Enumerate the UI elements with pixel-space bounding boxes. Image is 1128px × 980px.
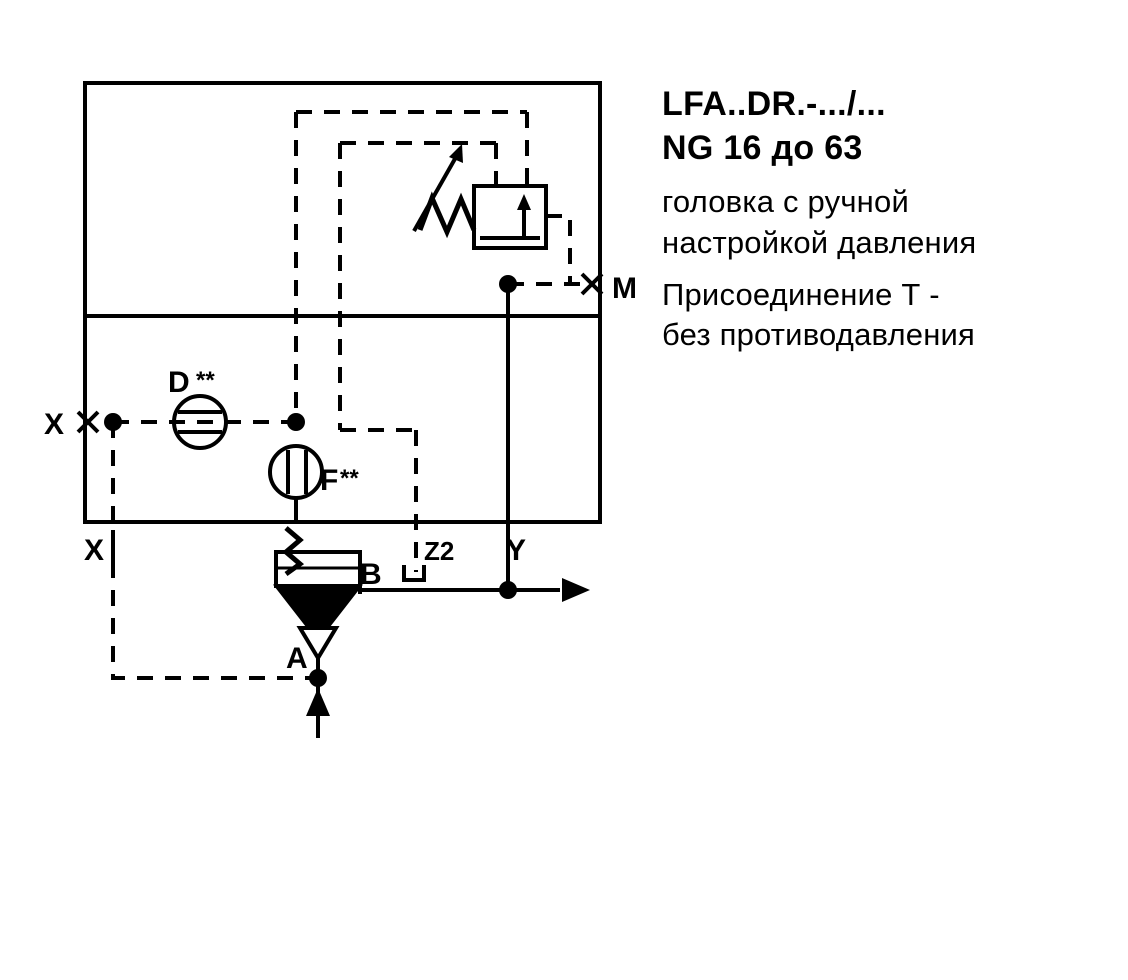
pilot-valve-arrow-head bbox=[517, 194, 531, 210]
m-port-dashed-branch bbox=[546, 216, 570, 284]
label-f: F bbox=[320, 464, 339, 497]
junction-dot-y bbox=[499, 581, 517, 599]
z2-plug-symbol bbox=[404, 565, 424, 580]
caption-desc-line-3: Присоединение Т - bbox=[662, 276, 940, 312]
label-d-stars: ** bbox=[196, 367, 215, 394]
flow-arrow-right-head bbox=[562, 578, 590, 602]
flow-arrow-up-head bbox=[306, 688, 330, 716]
caption-spacer-1 bbox=[662, 170, 1112, 182]
label-z2: Z2 bbox=[424, 536, 455, 566]
caption-size-line: NG 16 до 63 bbox=[662, 129, 863, 168]
label-d: D bbox=[168, 366, 190, 399]
label-x-bottom: X bbox=[84, 534, 105, 567]
label-y: Y bbox=[506, 534, 527, 567]
caption-model-line: LFA..DR.-.../... bbox=[662, 85, 886, 123]
junction-dot-x-right bbox=[287, 413, 305, 431]
orifice-f-circle bbox=[270, 446, 322, 498]
label-f-stars: ** bbox=[340, 465, 359, 492]
caption-desc-line-2: настройкой давления bbox=[662, 224, 977, 260]
caption-spacer-2 bbox=[662, 263, 1112, 275]
caption-desc-line-4: без противодавления bbox=[662, 317, 976, 353]
label-m: M bbox=[612, 272, 637, 305]
label-a: A bbox=[286, 642, 308, 675]
caption-block bbox=[662, 82, 1112, 356]
label-b: B bbox=[360, 558, 382, 591]
caption-desc-line-1: головка с ручной bbox=[662, 184, 909, 220]
label-x-top: X bbox=[44, 408, 65, 441]
